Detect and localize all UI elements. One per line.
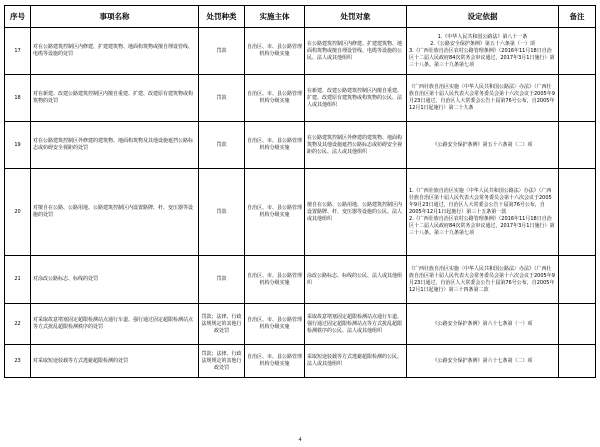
header-penalty-type: 处罚种类 — [199, 6, 245, 28]
header-basis: 设定依据 — [407, 6, 559, 28]
table-row — [5, 304, 596, 345]
row-target: 采取短途驳载等方式逃避超限检测的公民、法人或其他组织 — [305, 345, 407, 378]
row-agency: 自治区、市、县公路管理机构分级实施 — [245, 304, 305, 345]
row-penalty: 罚款 — [199, 169, 245, 256]
row-agency: 自治区、市、县公路管理机构分级实施 — [245, 345, 305, 378]
row-agency: 自治区、市、县公路管理机构分级实施 — [245, 28, 305, 75]
row-basis — [407, 256, 559, 304]
basis-line: 《公路安全保护条例》第六十七条第（一）项 — [432, 320, 533, 327]
row-target: 涂改公路标志、标线的公民、法人或其他组织 — [305, 256, 407, 304]
row-index: 18 — [5, 75, 31, 122]
table-row — [5, 169, 596, 256]
row-agency: 自治区、市、县公路管理机构分级实施 — [245, 169, 305, 256]
row-target: 擅自在公路、公路用地、公路建筑控制区内设置路牌、杆、变压器等设施的公民、法人或其他组织 — [305, 169, 407, 256]
row-basis — [407, 28, 559, 75]
row-remark — [559, 122, 596, 169]
row-basis — [407, 75, 559, 122]
row-basis — [407, 345, 559, 378]
basis-line: 1.《中华人民共和国公路法》第八十一条 — [437, 33, 528, 40]
row-basis — [407, 122, 559, 169]
header-agency: 实施主体 — [245, 6, 305, 28]
regulations-table — [4, 5, 596, 378]
row-remark — [559, 28, 596, 75]
row-item: 对在公路建筑控制区外修建的建筑物、地面构筑物及其他设施遮挡公路标志或妨碍安全视距的处罚 — [31, 122, 199, 169]
row-item: 对在新建、改建公路建筑控制区内擅自重建、扩建、改建原有建筑物或构筑物的处罚 — [31, 75, 199, 122]
table-row — [5, 75, 596, 122]
row-remark — [559, 169, 596, 256]
basis-line: 3.《广西壮族自治区农村公路管理条例》（2016年11月18日自治区十二届人民政府84次常务会审议通过，2017年3月1日施行）第三十八条、第三十九条第七项 — [409, 47, 555, 68]
row-agency: 自治区、市、县公路管理机构分级实施 — [245, 256, 305, 304]
basis-line: 2.《广西壮族自治区农村公路管理条例》（2016年11月18日自治区十二届人民政府84次常务会审议通过，2017年3月1日施行）第三十八条、第三十九条第七项 — [409, 215, 555, 236]
row-agency: 自治区、市、县公路管理机构分级实施 — [245, 75, 305, 122]
table-row — [5, 28, 596, 75]
header-item: 事项名称 — [31, 6, 199, 28]
row-target: 在公路建筑控制区外修建的建筑物、地面构筑物及其他设施遮挡公路标志或妨碍安全视距的公民、法人或其他组织 — [305, 122, 407, 169]
row-index: 17 — [5, 28, 31, 75]
row-index: 20 — [5, 169, 31, 256]
table-row — [5, 256, 596, 304]
row-index: 23 — [5, 345, 31, 378]
header-index: 序号 — [5, 6, 31, 28]
basis-line: 2.《公路安全保护条例》第五十六条第（一）项 — [430, 40, 535, 47]
row-target: 在新建、改建公路建筑控制区内擅自重建、扩建、改建原有建筑物或构筑物的公民、法人或其他组织 — [305, 75, 407, 122]
row-item: 对采取短途驳载等方式逃避超限检测的处罚 — [31, 345, 199, 378]
row-penalty: 罚款 — [199, 28, 245, 75]
header-row — [5, 6, 596, 28]
row-item: 对涂改公路标志、标线的处罚 — [31, 256, 199, 304]
row-penalty: 罚款 — [199, 256, 245, 304]
row-penalty: 罚款；法律、行政法规规定的其他行政处罚 — [199, 304, 245, 345]
row-penalty: 罚款；法律、行政法规规定的其他行政处罚 — [199, 345, 245, 378]
basis-line: 《公路安全保护条例》第六十七条第（二）项 — [432, 357, 533, 364]
row-agency: 自治区、市、县公路管理机构分级实施 — [245, 122, 305, 169]
row-remark — [559, 304, 596, 345]
row-basis — [407, 169, 559, 256]
basis-line: 《公路安全保护条例》第五十六条第（二）项 — [432, 141, 533, 148]
row-remark — [559, 345, 596, 378]
row-target: 在公路建筑控制区内修建、扩建建筑物、地面构筑物或擅自埋设管线、电缆等设施的公民、法人或其他组织 — [305, 28, 407, 75]
page-number: 4 — [298, 437, 302, 443]
basis-line: 1.《广西壮族自治区实施〈中华人民共和国公路法〉办法》（广西壮族自治区第十届人民代表大会常务委员会第十六次会议于2005年9月23日通过，自治区人大常委会公告十届第76号公布，自2005年12月1日起施行）第三十五条第一款 — [409, 187, 552, 215]
row-penalty: 罚款 — [199, 75, 245, 122]
row-item: 对采取故意堵塞固定超限检测站点通行车道、强行通过固定超限检测站点等方式扰乱超限检测秩序的处罚 — [31, 304, 199, 345]
row-item: 对擅自在公路、公路用地、公路建筑控制区内设置路牌、杆、变压器等设施的处罚 — [31, 169, 199, 256]
header-remark: 备注 — [559, 6, 596, 28]
row-basis — [407, 304, 559, 345]
basis-line: 《广西壮族自治区实施〈中华人民共和国公路法〉办法》（广西壮族自治区第十届人民代表大会常务委员会第十六次会议于2005年9月23日通过，自治区人大常委会公告十届第76号公布，自2005年12月1日起施行）第二十九条 — [409, 84, 555, 111]
basis-line: 《广西壮族自治区实施〈中华人民共和国公路法〉办法》（广西壮族自治区第十届人民代表大会常务委员会第十六次会议于2005年9月23日通过，自治区人大常委会公告十届第76号公布，自2005年12月1日起施行）第三十四条第二款 — [409, 265, 555, 293]
row-item: 对在公路建筑控制区内修建、扩建建筑物、地面构筑物或擅自埋设管线、电缆等设施的处罚 — [31, 28, 199, 75]
row-remark — [559, 256, 596, 304]
table-row — [5, 345, 596, 378]
row-index: 22 — [5, 304, 31, 345]
table-row — [5, 122, 596, 169]
row-target: 采取故意堵塞固定超限检测站点通行车道、强行通过固定超限检测站点等方式扰乱超限检测秩序的公民、法人或其他组织 — [305, 304, 407, 345]
row-index: 21 — [5, 256, 31, 304]
header-target: 处罚对象 — [305, 6, 407, 28]
row-index: 19 — [5, 122, 31, 169]
row-penalty: 罚款 — [199, 122, 245, 169]
row-remark — [559, 75, 596, 122]
